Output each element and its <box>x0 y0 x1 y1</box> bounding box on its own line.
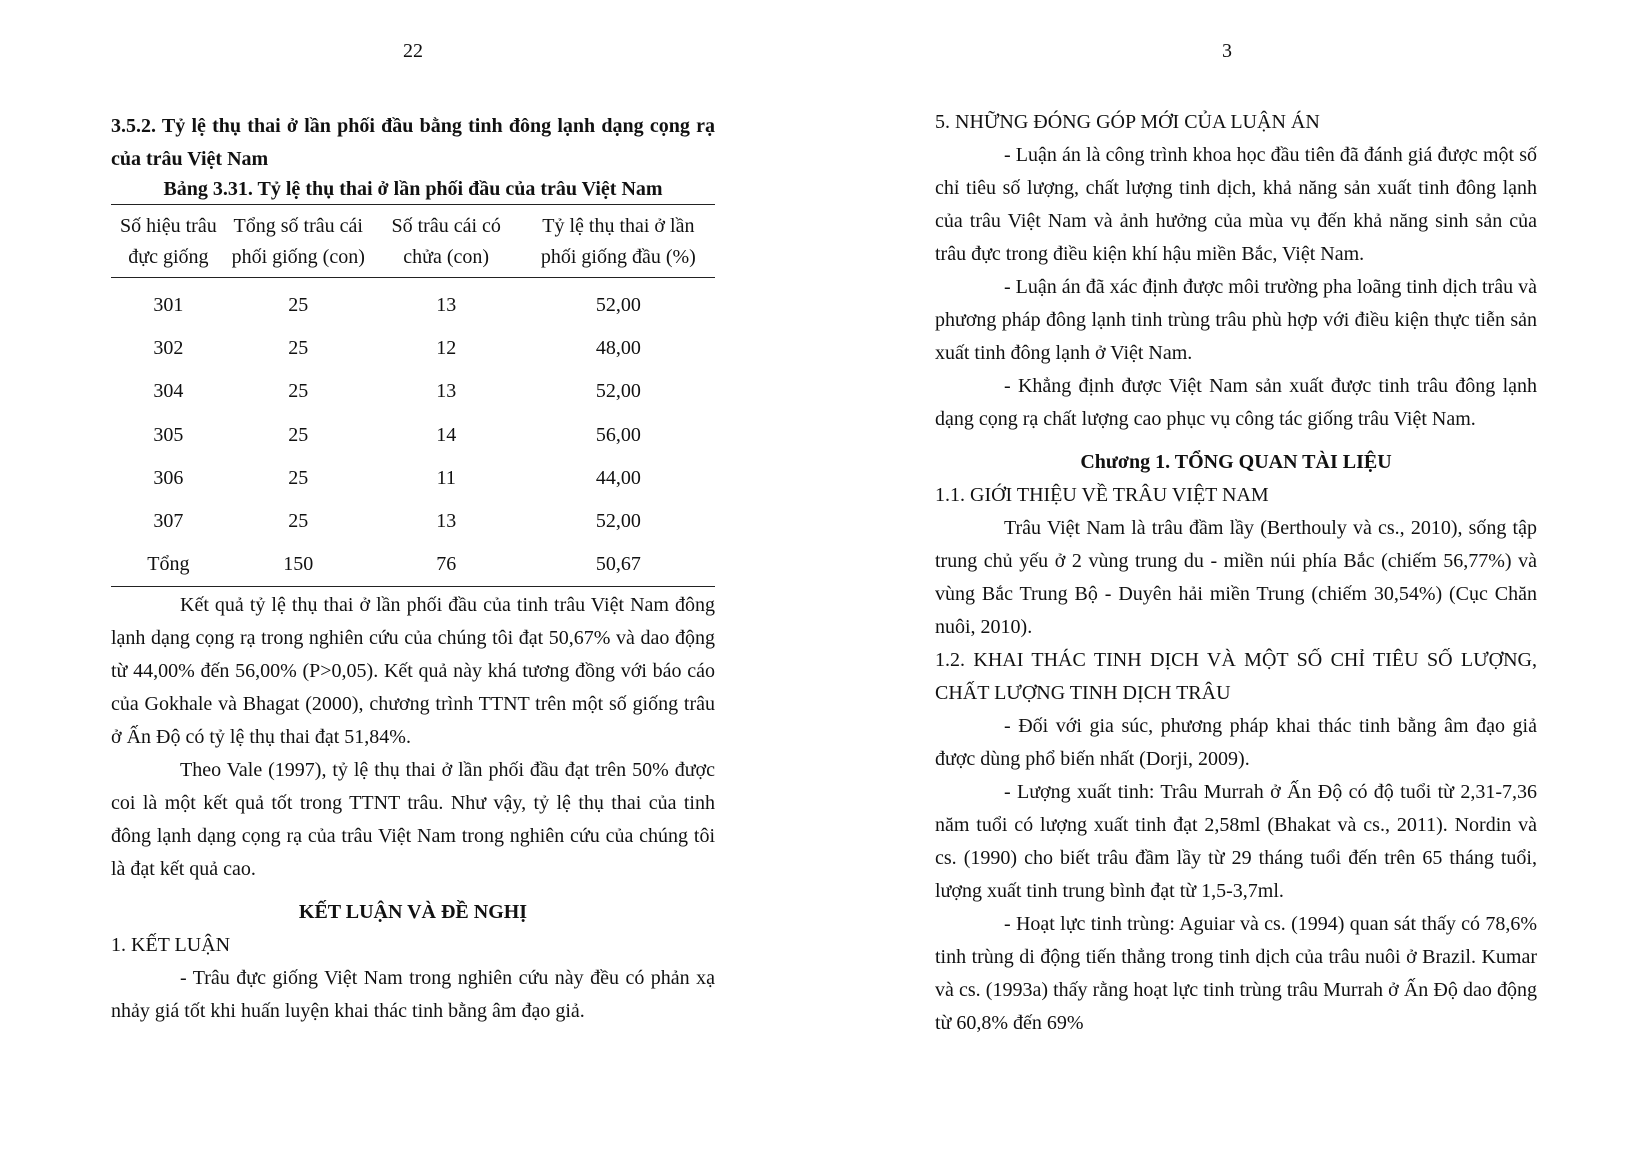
table-cell: 305 <box>153 423 184 446</box>
table-row <box>111 370 715 413</box>
section-heading: 1.1. GIỚI THIỆU VỀ TRÂU VIỆT NAM <box>935 484 1269 506</box>
right-page-content <box>935 106 1537 1040</box>
table-cell: Tổng <box>147 553 190 576</box>
table-cell: 25 <box>288 294 309 317</box>
column-header-line: chửa (con) <box>403 246 490 268</box>
conception-rate-table <box>111 204 715 587</box>
table-cell: 25 <box>288 510 309 533</box>
page-number: 22 <box>403 40 423 62</box>
section-title: 3.5.2. Tỷ lệ thụ thai ở lần phối đầu bằng tinh đông lạnh dạng cọng rạ của trâu Việt Nam <box>111 115 715 170</box>
table-cell: 52,00 <box>595 294 641 317</box>
table-cell: 50,67 <box>595 553 641 576</box>
table-cell: 48,00 <box>595 337 641 360</box>
table-cell: 12 <box>436 337 457 360</box>
table-cell: 13 <box>436 294 457 317</box>
table-cell: 25 <box>288 380 309 403</box>
column-header <box>522 205 715 278</box>
table-cell: 307 <box>153 510 184 533</box>
table-cell: 301 <box>153 294 184 317</box>
column-header-line: Số hiệu trâu <box>120 215 217 237</box>
body-paragraph: - Đối với gia súc, phương pháp khai thác tinh bằng âm đạo giả được dùng phổ biến nhất (Dorji, 2009). <box>935 715 1537 770</box>
table-cell: 14 <box>436 423 457 446</box>
table-cell: 13 <box>436 380 457 403</box>
body-paragraph: Trâu Việt Nam là trâu đầm lầy (Berthouly và cs., 2010), sống tập trung chủ yếu ở 2 vùng trung du - miền núi phía Bắc (chiếm 56,77%) và vùng Bắc Trung Bộ - Duyên hải miền Trung (chiếm 30,54%) (Cục Chăn nuôi, 2010). <box>935 517 1537 638</box>
table-caption: Bảng 3.31. Tỷ lệ thụ thai ở lần phối đầu của trâu Việt Nam <box>163 178 663 200</box>
body-paragraph: - Trâu đực giống Việt Nam trong nghiên cứu này đều có phản xạ nhảy giá tốt khi huấn luyện khai thác tinh bằng âm đạo giả. <box>111 967 715 1023</box>
body-paragraph: - Luận án đã xác định được môi trường pha loãng tinh dịch trâu và phương pháp đông lạnh tinh trùng trâu phù hợp với điều kiện thực tiễn sản xuất tinh đông lạnh ở Việt Nam. <box>935 276 1537 364</box>
table-cell: 306 <box>153 466 184 489</box>
body-paragraph: - Luận án là công trình khoa học đầu tiên đã đánh giá được một số chỉ tiêu số lượng, chất lượng tinh dịch, khả năng sản xuất tinh đông lạnh của trâu Việt Nam và ảnh hưởng của mùa vụ đến khả năng sinh sản của trâu đực trong điều kiện khí hậu miền Bắc, Việt Nam. <box>935 144 1537 265</box>
table-row <box>111 414 715 457</box>
left-page-content <box>111 110 715 1028</box>
conclusion-heading: KẾT LUẬN VÀ ĐỀ NGHỊ <box>298 901 528 924</box>
table-cell: 25 <box>288 466 309 489</box>
column-header <box>111 205 226 278</box>
table-cell: 13 <box>436 510 457 533</box>
section-heading: 5. NHỮNG ĐÓNG GÓP MỚI CỦA LUẬN ÁN <box>935 111 1320 133</box>
body-paragraph: - Lượng xuất tinh: Trâu Murrah ở Ấn Độ có độ tuổi từ 2,31-7,36 năm tuổi có lượng xuất tinh đạt 2,58ml (Bhakat và cs., 2011). Nordin và cs. (1990) cho biết trâu đầm lầy từ 29 tháng tuổi đến trên 65 tháng tuổi, lượng xuất tinh trung bình đạt từ 1,5-3,7ml. <box>935 781 1537 902</box>
table-cell: 56,00 <box>595 423 641 446</box>
table-row <box>111 457 715 500</box>
table-cell: 44,00 <box>595 466 641 489</box>
column-header-line: phối giống (con) <box>231 246 365 268</box>
table-cell: 25 <box>288 423 309 446</box>
table-row <box>111 327 715 370</box>
table-row <box>111 500 715 543</box>
table-cell: 304 <box>153 380 184 403</box>
column-header-line: đực giống <box>128 246 209 268</box>
table-cell: 25 <box>288 337 309 360</box>
column-header <box>226 205 371 278</box>
table-total-row <box>111 543 715 587</box>
column-header <box>371 205 522 278</box>
body-paragraph: Kết quả tỷ lệ thụ thai ở lần phối đầu của tinh trâu Việt Nam đông lạnh dạng cọng rạ trong nghiên cứu của chúng tôi đạt 50,67% và dao động từ 44,00% đến 56,00% (P>0,05). Kết quả này khá tương đồng với báo cáo của Gokhale và Bhagat (2000), chương trình TTNT trên một số giống trâu ở Ấn Độ có tỷ lệ thụ thai đạt 51,84%. <box>111 594 715 749</box>
subheading: 1. KẾT LUẬN <box>111 934 231 957</box>
table-cell: 52,00 <box>595 510 641 533</box>
column-header-line: Tổng số trâu cái <box>233 215 363 237</box>
column-header-line: phối giống đầu (%) <box>540 246 696 268</box>
column-header-line: Số trâu cái có <box>391 215 501 237</box>
table-cell: 52,00 <box>595 380 641 403</box>
table-cell: 302 <box>153 337 184 360</box>
left-page <box>111 0 715 1157</box>
right-page <box>935 0 1537 1157</box>
table-row <box>111 278 715 328</box>
body-paragraph: Theo Vale (1997), tỷ lệ thụ thai ở lần phối đầu đạt trên 50% được coi là một kết quả tốt trong TTNT trâu. Như vậy, tỷ lệ thụ thai của tinh đông lạnh dạng cọng rạ của trâu Việt Nam trong nghiên cứu của chúng tôi là đạt kết quả cao. <box>111 759 715 881</box>
table-cell: 11 <box>436 466 456 489</box>
column-header-line: Tỷ lệ thụ thai ở lần <box>542 215 695 237</box>
body-paragraph: - Hoạt lực tinh trùng: Aguiar và cs. (1994) quan sát thấy có 78,6% tinh trùng di động tiến thẳng trong tinh dịch của trâu nuôi ở Brazil. Kumar và cs. (1993a) thấy rằng hoạt lực tinh trùng trâu Murrah ở Ấn Độ dao động từ 60,8% đến 69% <box>935 913 1537 1034</box>
table-cell: 76 <box>436 553 457 576</box>
table-header-row <box>111 205 715 278</box>
section-heading: 1.2. KHAI THÁC TINH DỊCH VÀ MỘT SỐ CHỈ TIÊU SỐ LƯỢNG, CHẤT LƯỢNG TINH DỊCH TRÂU <box>935 649 1537 704</box>
page-number: 3 <box>1222 40 1232 62</box>
body-paragraph: - Khẳng định được Việt Nam sản xuất được tinh trâu đông lạnh dạng cọng rạ chất lượng cao phục vụ công tác giống trâu Việt Nam. <box>935 375 1537 430</box>
table-cell: 150 <box>283 553 314 576</box>
chapter-title: Chương 1. TỔNG QUAN TÀI LIỆU <box>1080 451 1392 473</box>
